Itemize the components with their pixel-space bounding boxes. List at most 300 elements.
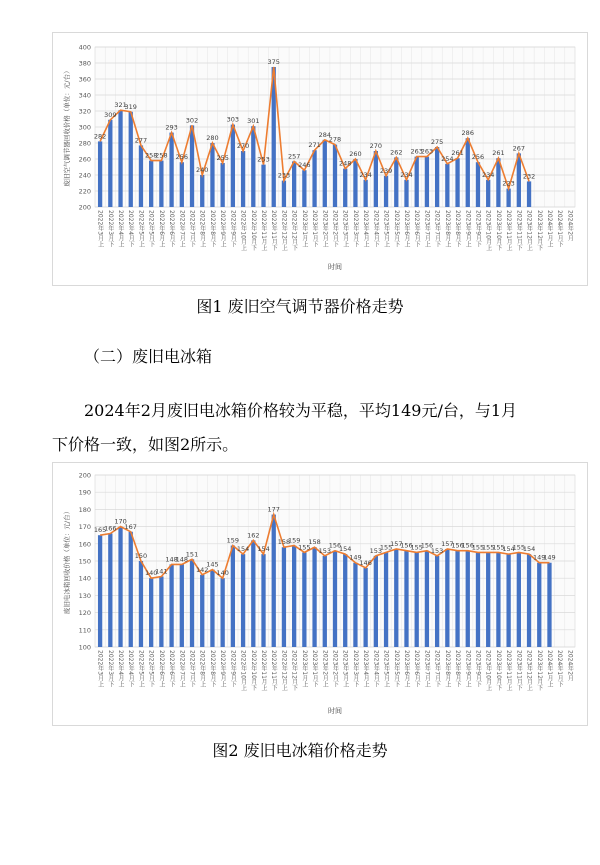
y-tick-label: 120 — [78, 609, 91, 618]
data-label: 150 — [134, 552, 148, 560]
bar — [323, 140, 327, 207]
x-tick-label: 2022年7月下 — [188, 650, 196, 688]
x-tick-label: 2023年5月上 — [382, 210, 390, 248]
bar — [537, 563, 541, 647]
data-label: 154 — [522, 545, 536, 554]
bar — [415, 157, 419, 207]
y-tick-label: 340 — [78, 91, 91, 100]
data-label: 146 — [359, 558, 372, 567]
x-tick-label: 2022年3月下 — [106, 650, 114, 688]
x-tick-label: 2022年8月上 — [198, 650, 206, 688]
data-label: 260 — [349, 150, 362, 158]
data-label: 234 — [481, 170, 495, 179]
x-tick-label: 2022年8月上 — [198, 210, 206, 248]
data-label: 145 — [206, 560, 219, 569]
x-tick-label: 2023年4月上 — [362, 650, 370, 688]
data-label: 157 — [390, 539, 403, 548]
bar — [282, 181, 286, 207]
bar — [506, 189, 510, 207]
data-label: 309 — [104, 110, 117, 119]
y-tick-label: 190 — [78, 488, 91, 497]
bar — [98, 141, 102, 207]
figure-1-caption: 图1 废旧空气调节器价格走势 — [196, 297, 404, 316]
x-tick-label: 2023年5月下 — [392, 650, 400, 688]
bar — [486, 552, 490, 647]
bar — [302, 552, 306, 647]
bar — [445, 549, 449, 647]
x-tick-label: 2023年10月下 — [494, 210, 502, 251]
bar — [435, 147, 439, 207]
x-tick-label: 2023年9月上 — [464, 210, 472, 248]
data-label: 153 — [369, 546, 383, 555]
bar — [333, 145, 337, 207]
data-label: 280 — [206, 134, 219, 142]
y-tick-label: 360 — [78, 75, 91, 84]
x-tick-label: 2022年11月下 — [270, 650, 278, 691]
data-label: 261 — [492, 149, 505, 158]
data-label: 254 — [441, 154, 454, 163]
bar — [363, 180, 367, 207]
bar — [302, 170, 306, 207]
data-label: 246 — [298, 161, 311, 170]
data-label: 303 — [226, 115, 240, 124]
x-tick-label: 2023年5月下 — [392, 210, 400, 248]
y-tick-label: 110 — [78, 626, 91, 635]
x-tick-label: 2023年12月上 — [525, 210, 533, 251]
x-tick-label: 2023年6月上 — [402, 210, 410, 248]
bar — [139, 145, 143, 207]
data-label: 278 — [328, 135, 342, 144]
data-label: 140 — [144, 569, 158, 578]
bar — [251, 126, 255, 207]
x-tick-label: 2023年4月上 — [362, 210, 370, 248]
x-tick-label: 2022年5月上 — [137, 650, 145, 688]
bar — [159, 576, 163, 647]
y-tick-label: 300 — [78, 123, 91, 132]
y-tick-label: 320 — [78, 107, 91, 116]
data-label: 319 — [124, 102, 137, 111]
bar — [363, 568, 367, 647]
data-label: 258 — [155, 151, 168, 160]
x-tick-label: 2022年10月下 — [249, 650, 257, 691]
data-label: 233 — [277, 171, 291, 180]
data-label: 159 — [226, 536, 240, 545]
section-heading: （二）废旧电冰箱 — [84, 347, 213, 366]
x-tick-label: 2022年12月下 — [290, 650, 298, 691]
chart-2 — [52, 462, 588, 726]
x-tick-label: 2023年12月下 — [535, 210, 543, 251]
x-tick-label: 2023年11月下 — [515, 650, 523, 691]
bar — [333, 551, 337, 647]
x-tick-label: 2023年12月下 — [535, 650, 543, 691]
bar — [384, 552, 388, 647]
y-tick-label: 150 — [78, 557, 91, 566]
data-label: 177 — [267, 505, 280, 514]
bar — [190, 125, 194, 207]
data-label: 157 — [441, 539, 454, 548]
x-tick-label: 2023年3月下 — [351, 650, 359, 688]
bar — [343, 554, 347, 647]
x-tick-label: 2023年3月上 — [341, 650, 349, 688]
x-tick-label: 2024年1月上 — [545, 650, 553, 688]
bar — [384, 176, 388, 207]
x-tick-label: 2023年3月上 — [341, 210, 349, 248]
data-label: 170 — [114, 517, 127, 526]
bar — [149, 578, 153, 647]
bar — [169, 133, 173, 207]
x-tick-label: 2023年6月上 — [402, 650, 410, 688]
bar — [129, 532, 133, 647]
x-tick-label: 2023年9月下 — [474, 650, 482, 688]
data-label: 271 — [308, 141, 321, 150]
x-tick-label: 2022年10月上 — [239, 650, 247, 691]
y-tick-label: 180 — [78, 505, 91, 514]
data-label: 156 — [451, 541, 464, 550]
x-tick-label: 2022年9月下 — [229, 650, 237, 688]
data-label: 239 — [379, 166, 393, 175]
bar — [200, 175, 204, 207]
x-axis-title: 时间 — [328, 707, 342, 715]
x-tick-label: 2023年9月上 — [464, 650, 472, 688]
data-label: 141 — [155, 567, 168, 576]
x-tick-label: 2023年8月下 — [454, 210, 462, 248]
data-label: 255 — [216, 154, 229, 162]
x-tick-label: 2022年6月下 — [168, 650, 176, 688]
bar — [210, 143, 214, 207]
x-tick-label: 2022年10月下 — [249, 210, 257, 251]
x-tick-label: 2022年4月下 — [127, 650, 135, 688]
y-axis-title: 废旧空气调节器回收价格（单位：元/台） — [63, 67, 71, 187]
y-tick-label: 200 — [78, 203, 91, 212]
bar — [272, 515, 276, 647]
data-label: 156 — [420, 541, 434, 550]
bar — [169, 564, 173, 647]
bar — [261, 554, 265, 647]
data-label: 223 — [502, 179, 515, 188]
bar — [210, 570, 214, 647]
bar — [129, 112, 133, 207]
data-label: 258 — [144, 151, 158, 160]
bar — [312, 150, 316, 207]
data-label: 156 — [400, 541, 413, 550]
x-tick-label: 2022年7月上 — [178, 210, 186, 248]
x-tick-label: 2023年10月下 — [494, 650, 502, 691]
bar — [435, 556, 439, 647]
x-tick-label: 2023年7月下 — [433, 650, 441, 688]
bar — [231, 125, 235, 207]
data-label: 375 — [267, 58, 280, 66]
x-tick-label: 2023年4月下 — [372, 210, 380, 248]
y-tick-label: 170 — [78, 523, 91, 532]
x-tick-label: 2022年6月上 — [157, 650, 165, 688]
x-tick-label: 2022年4月下 — [127, 210, 135, 248]
data-label: 153 — [318, 546, 331, 555]
bar — [251, 540, 255, 647]
data-label: 154 — [502, 545, 515, 554]
x-tick-label: 2024年1月下 — [556, 210, 564, 248]
bar — [292, 161, 296, 207]
x-tick-label: 2023年2月上 — [321, 210, 329, 248]
x-tick-label: 2022年3月上 — [96, 210, 104, 248]
y-tick-label: 100 — [78, 643, 91, 652]
x-tick-label: 2022年12月上 — [280, 210, 288, 251]
x-axis-title: 时间 — [328, 263, 342, 271]
x-tick-label: 2023年6月下 — [413, 650, 421, 688]
bar — [517, 552, 521, 647]
x-tick-label: 2023年1月下 — [311, 210, 319, 248]
bar — [466, 138, 470, 207]
x-tick-label: 2024年1月下 — [556, 650, 564, 688]
x-tick-label: 2023年2月下 — [331, 210, 339, 248]
x-tick-label: 2022年4月上 — [117, 210, 125, 248]
data-label: 270 — [369, 142, 383, 150]
bar — [425, 551, 429, 647]
bar — [476, 552, 480, 647]
data-label: 149 — [533, 553, 546, 562]
x-tick-label: 2022年12月下 — [290, 210, 298, 251]
bar — [506, 554, 510, 647]
y-tick-label: 220 — [78, 187, 91, 196]
bar — [394, 549, 398, 647]
x-tick-label: 2023年1月上 — [300, 650, 308, 688]
x-tick-label: 2022年9月上 — [219, 210, 227, 248]
data-label: 162 — [247, 531, 260, 540]
data-label: 240 — [196, 166, 209, 174]
x-tick-label: 2023年11月上 — [505, 650, 513, 691]
x-tick-label: 2022年9月上 — [219, 650, 227, 688]
bar — [241, 151, 245, 207]
y-axis-title: 废旧电冰箱回收价格（单位：元/台） — [63, 507, 71, 615]
x-tick-label: 2022年12月上 — [280, 650, 288, 691]
x-tick-label: 2022年3月下 — [106, 210, 114, 248]
data-label: 253 — [257, 155, 270, 164]
bar — [455, 158, 459, 207]
data-label: 149 — [349, 553, 362, 562]
bar — [261, 165, 265, 207]
bar — [425, 157, 429, 207]
bar — [404, 180, 408, 207]
data-label: 165 — [93, 526, 107, 535]
data-label: 282 — [93, 132, 107, 141]
x-tick-label: 2023年12月上 — [525, 650, 533, 691]
data-label: 293 — [165, 123, 178, 132]
x-tick-label: 2022年3月上 — [96, 650, 104, 688]
x-tick-label: 2022年6月下 — [168, 210, 176, 248]
bar — [466, 551, 470, 647]
data-label: 167 — [124, 522, 137, 531]
bar — [394, 157, 398, 207]
bar — [180, 564, 184, 647]
x-tick-label: 2022年6月上 — [157, 210, 165, 248]
bar — [527, 181, 531, 207]
bar — [476, 162, 480, 207]
data-label: 156 — [328, 541, 342, 550]
data-label: 153 — [430, 546, 444, 555]
bar — [108, 533, 112, 647]
data-label: 284 — [318, 130, 331, 139]
x-tick-label: 2023年1月上 — [300, 210, 308, 248]
y-tick-label: 280 — [78, 139, 91, 148]
x-tick-label: 2023年7月上 — [423, 210, 431, 248]
bar — [404, 551, 408, 647]
bar — [180, 162, 184, 207]
bar — [139, 561, 143, 647]
data-label: 148 — [165, 555, 178, 564]
data-label: 256 — [175, 153, 189, 162]
y-tick-label: 130 — [78, 591, 91, 600]
data-label: 234 — [400, 170, 413, 179]
data-label: 262 — [390, 148, 403, 157]
y-tick-label: 400 — [78, 43, 91, 52]
data-label: 154 — [236, 545, 250, 554]
x-tick-label: 2023年4月下 — [372, 650, 380, 688]
x-tick-label: 2024年2月 — [566, 210, 574, 242]
x-tick-label: 2022年8月下 — [208, 210, 216, 248]
data-label: 248 — [339, 159, 352, 168]
bar — [374, 556, 378, 647]
x-tick-label: 2023年8月上 — [443, 210, 451, 248]
bar — [496, 552, 500, 647]
chart-1-svg — [53, 33, 587, 285]
bar — [353, 563, 357, 647]
x-tick-label: 2023年9月下 — [474, 210, 482, 248]
x-tick-label: 2023年2月上 — [321, 650, 329, 688]
bar — [374, 151, 378, 207]
data-label: 270 — [236, 142, 250, 150]
x-tick-label: 2024年1月上 — [545, 210, 553, 248]
x-tick-label: 2023年8月上 — [443, 650, 451, 688]
data-label: 151 — [185, 550, 199, 559]
data-label: 154 — [339, 545, 352, 554]
x-tick-label: 2022年11月上 — [260, 210, 268, 251]
data-label: 301 — [247, 117, 260, 126]
y-tick-label: 160 — [78, 540, 91, 549]
x-tick-label: 2022年4月上 — [117, 650, 125, 688]
data-label: 156 — [461, 541, 474, 550]
data-label: 155 — [481, 543, 495, 552]
data-label: 263 — [420, 147, 434, 156]
data-label: 232 — [522, 172, 536, 181]
bar — [415, 552, 419, 647]
data-label: 155 — [298, 543, 311, 552]
data-label: 140 — [216, 569, 229, 578]
bar — [108, 120, 112, 207]
x-tick-label: 2022年5月上 — [137, 210, 145, 248]
x-tick-label: 2023年1月下 — [311, 650, 319, 688]
x-tick-label: 2023年10月上 — [484, 210, 492, 251]
data-label: 234 — [359, 170, 372, 179]
y-tick-label: 380 — [78, 59, 91, 68]
bar — [98, 535, 102, 647]
x-tick-label: 2022年8月下 — [208, 650, 216, 688]
data-label: 154 — [257, 545, 270, 554]
y-tick-label: 260 — [78, 155, 91, 164]
x-tick-label: 2022年11月下 — [270, 210, 278, 251]
bar — [292, 546, 296, 647]
x-tick-label: 2023年11月下 — [515, 210, 523, 251]
x-tick-label: 2022年7月下 — [188, 210, 196, 248]
data-label: 155 — [410, 543, 423, 552]
bar — [149, 161, 153, 207]
data-label: 267 — [512, 144, 526, 153]
bar — [323, 556, 327, 647]
chart-2-svg — [53, 463, 587, 725]
data-label: 155 — [471, 543, 485, 552]
paragraph-line-2: 下价格一致，如图2所示。 — [52, 435, 239, 454]
data-label: 256 — [471, 153, 485, 162]
data-label: 158 — [277, 538, 291, 547]
bar — [343, 169, 347, 207]
data-label: 148 — [175, 555, 189, 564]
data-label: 149 — [543, 553, 556, 562]
bar — [231, 546, 235, 647]
bar — [445, 164, 449, 207]
x-tick-label: 2023年11月上 — [505, 210, 513, 251]
y-tick-label: 140 — [78, 574, 91, 583]
chart-1 — [52, 32, 588, 286]
bar — [547, 563, 551, 647]
data-label: 155 — [512, 543, 526, 552]
bar — [159, 161, 163, 207]
bar — [455, 551, 459, 647]
bar — [496, 158, 500, 207]
bar — [282, 547, 286, 647]
bar — [353, 159, 357, 207]
x-tick-label: 2023年2月下 — [331, 650, 339, 688]
x-tick-label: 2023年3月下 — [351, 210, 359, 248]
bar — [221, 578, 225, 647]
data-label: 302 — [185, 116, 199, 125]
bar — [200, 575, 204, 647]
x-tick-label: 2022年5月下 — [147, 650, 155, 688]
figure-2-caption: 图2 废旧电冰箱价格走势 — [212, 741, 388, 760]
y-tick-label: 200 — [78, 471, 91, 480]
x-tick-label: 2023年8月下 — [454, 650, 462, 688]
bar — [190, 559, 194, 647]
x-tick-label: 2023年5月上 — [382, 650, 390, 688]
data-label: 142 — [196, 565, 209, 574]
x-tick-label: 2023年6月下 — [413, 210, 421, 248]
bar — [118, 110, 122, 207]
x-tick-label: 2022年10月上 — [239, 210, 247, 251]
data-label: 286 — [461, 129, 474, 138]
data-label: 159 — [287, 536, 301, 545]
data-label: 263 — [410, 147, 423, 156]
data-label: 275 — [430, 138, 444, 146]
y-tick-label: 240 — [78, 171, 91, 180]
x-tick-label: 2022年11月上 — [260, 650, 268, 691]
paragraph-line-1: 2024年2月废旧电冰箱价格较为平稳，平均149元/台，与1月 — [84, 401, 518, 420]
data-label: 321 — [114, 101, 127, 110]
x-tick-label: 2024年2月 — [566, 650, 574, 682]
data-label: 155 — [379, 543, 393, 552]
x-tick-label: 2022年9月下 — [229, 210, 237, 248]
data-label: 261 — [451, 149, 464, 158]
x-tick-label: 2023年10月上 — [484, 650, 492, 691]
x-tick-label: 2023年7月下 — [433, 210, 441, 248]
bar — [527, 554, 531, 647]
data-label: 257 — [287, 152, 301, 161]
data-label: 277 — [134, 136, 148, 145]
bar — [118, 527, 122, 647]
data-label: 158 — [308, 538, 321, 547]
x-tick-label: 2023年7月上 — [423, 650, 431, 688]
x-tick-label: 2022年5月下 — [147, 210, 155, 248]
bar — [241, 554, 245, 647]
bar — [486, 180, 490, 207]
bar — [221, 163, 225, 207]
data-label: 166 — [104, 524, 117, 533]
